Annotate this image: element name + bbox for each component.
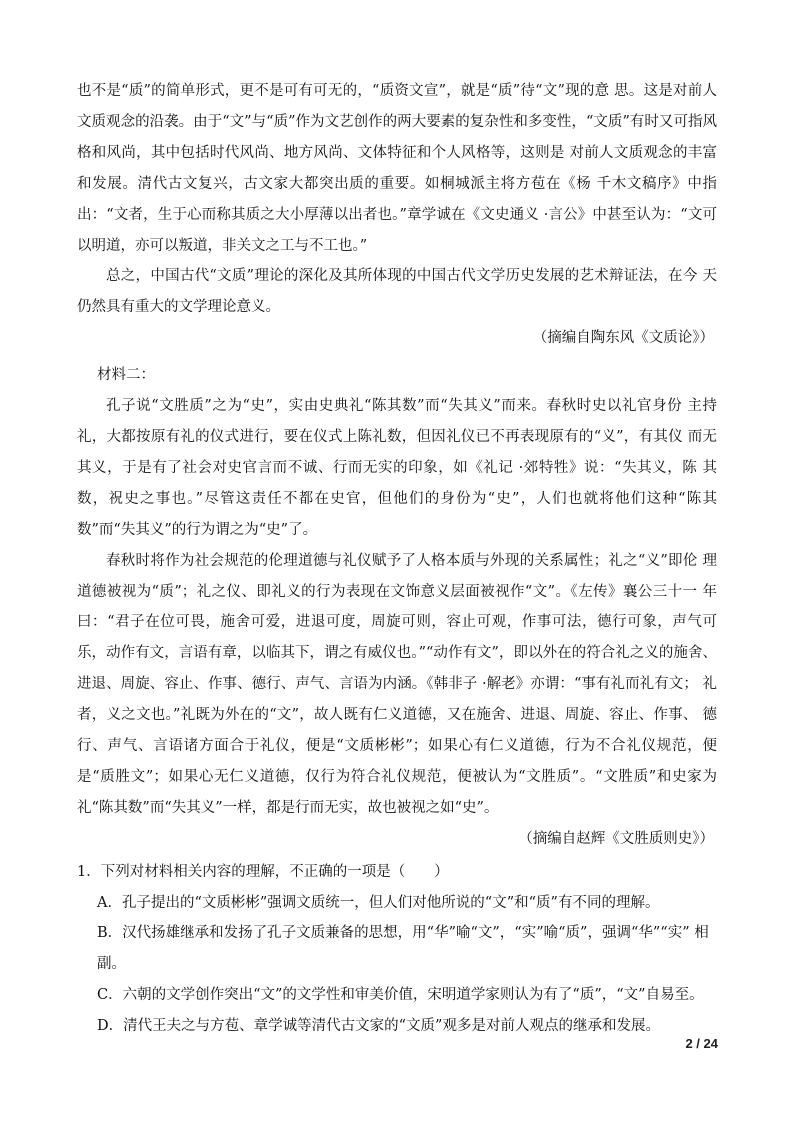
- question-1-option-a: A．孔子提出的“文质彬彬”强调文质统一，但人们对他所说的“文”和“质”有不同的理解。: [97, 894, 660, 911]
- material1-paragraph-1: 也不是“质”的简单形式，更不是可有可无的，“质资文宣”，就是“质”待“文”现的意 思。这是对前人文质观念的沿袭。由于“文”与“质”作为文艺创作的两大要素的复杂性和多变性，“文质”有时又可指风格和风尚，其中包括时代风尚、地方风尚、文体特征和个人风格等，这则是 对前人文质观念的丰富和发展。清代古文复兴，古文家大都突出质的重要。如桐城派主将方苞在《杨 千木文稿序》中指出：“文者，生于心而称其质之大小厚薄以出者也。”章学诚在《文史通义 ·言公》中甚至认为：“文可以明道，亦可以叛道，非关文之工与不工也。”: [77, 83, 717, 254]
- material2-paragraph-2: 春秋时将作为社会规范的伦理道德与礼仪赋予了人格本质与外现的关系属性；礼之“义”即伦 理道德被视为“质”；礼之仪、即礼义的行为表现在文饰意义层面被视作“文”。《左传》襄公三十一 年曰：“君子在位可畏，施舍可爱，进退可度，周旋可则，容止可观，作事可法，德行可象，声气可 乐，动作有文，言语有章，以临其下，谓之有威仪也。”“动作有文”，即以外在的符合礼之义的施舍、 进退、周旋、容止、作事、德行、声气、言语为内涵。《韩非子 ·解老》亦谓：“事有礼而礼有文； 礼者，义之文也。”礼既为外在的“文”，故人既有仁义道德，又在施舍、进退、周旋、容止、作事、 德行、声气、言语诸方面合于礼仪，便是“文质彬彬”；如果心有仁义道德，行为不合礼仪规范，便 是“质胜文”；如果心无仁义道德，仅行为符合礼仪规范，便被认为“文胜质”。“文胜质”和史家为 礼“陈其数”而“失其义”一样，都是行而无实，故也被视之如“史”。: [77, 552, 718, 816]
- question-1-option-c: C．六朝的文学创作突出“文”的文学性和审美价值，宋明道学家则认为有了“质”，“文”自易至。: [97, 987, 704, 1004]
- page-content: [77, 76, 717, 1042]
- question-1-option-b: B．汉代扬雄继承和发扬了孔子文质兼备的思想，用“华”喻“文”，“实”喻“质”，强调“华”“实” 相副。: [97, 925, 709, 973]
- material2-paragraph-1: 孔子说“文胜质”之为“史”，实由史典礼“陈其数”而“失其义”而来。春秋时史以礼官身份 主持礼，大都按原有礼的仪式进行，要在仪式上陈礼数，但因礼仪已不再表现原有的“义”，有其仪 而无其义，于是有了社会对史官言而不诚、行而无实的印象，如《礼记 ·郊特牲》说：“失其义，陈 其数，祝史之事也。”尽管这责任不都在史官，但他们的身份为“史”，人们也就将他们这种“陈其 数”而“失其义”的行为谓之为“史”了。: [77, 398, 717, 538]
- material2-source: （摘编自赵辉《文胜质则史》）: [518, 830, 714, 847]
- material2-heading: 材料二：: [97, 367, 155, 384]
- page-number: 2 / 24: [685, 1036, 718, 1051]
- question-1-stem: 1．下列对材料相关内容的理解，不正确的一项是（ ）: [77, 863, 449, 880]
- question-1-option-d: D．清代王夫之与方苞、章学诚等清代古文家的“文质”观多是对前人观点的继承和发展。: [97, 1018, 660, 1035]
- material1-paragraph-2: 总之，中国古代“文质”理论的深化及其所体现的中国古代文学历史发展的艺术辩证法，在今 天仍然具有重大的文学理论意义。: [77, 268, 717, 316]
- material1-source: （摘编自陶东风《文质论》）: [532, 330, 714, 347]
